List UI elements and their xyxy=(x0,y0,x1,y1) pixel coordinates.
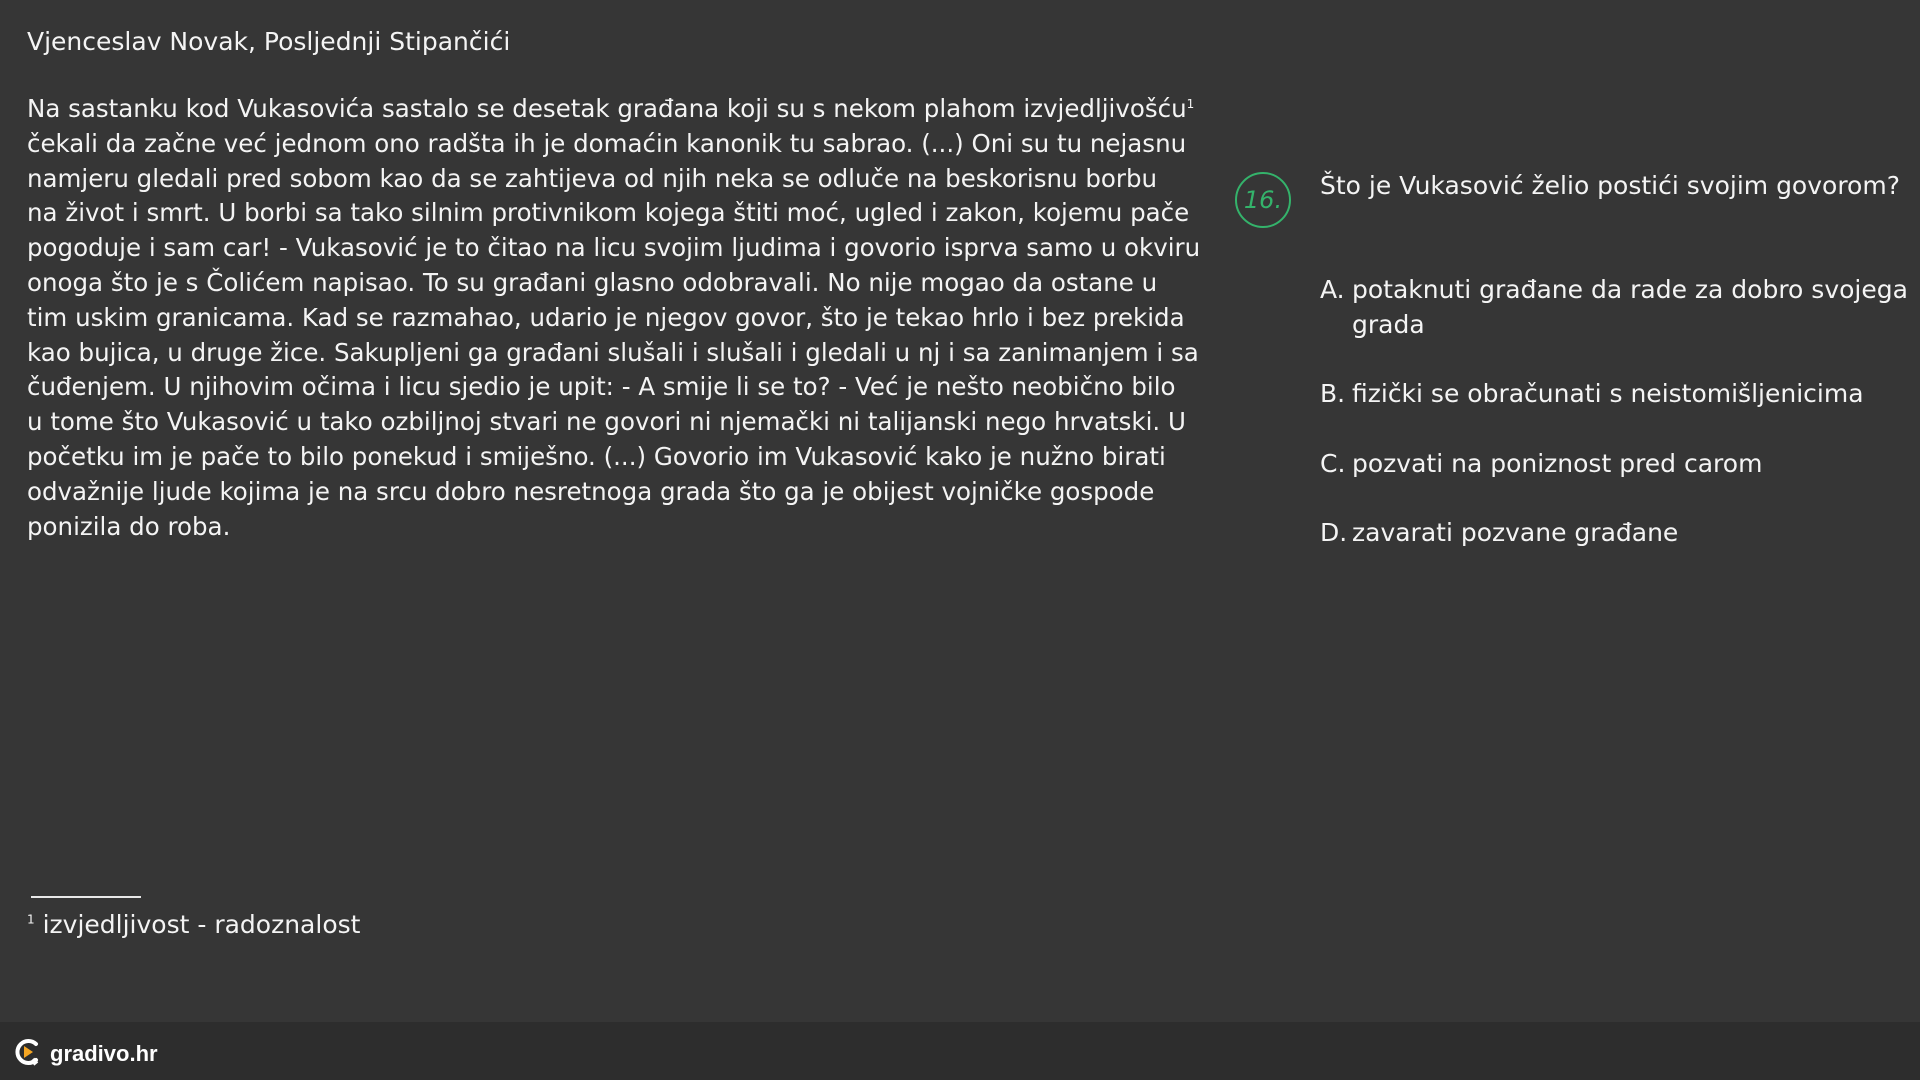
answer-option-b[interactable] xyxy=(1320,376,1912,411)
passage-line: namjeru gledali pred sobom kao da se zahtijeva od njih neka se odluče na beskorisnu borbu xyxy=(27,163,1158,193)
brand-logo[interactable] xyxy=(14,1037,158,1071)
option-letter: A. xyxy=(1320,275,1345,304)
passage-line: odvažnije ljude kojima je na srcu dobro nesretnoga grada što ga je obijest vojničke gospode xyxy=(27,476,1155,506)
passage-text xyxy=(27,92,1201,544)
footnote-marker: 1 xyxy=(27,912,35,927)
passage-line: čekali da začne već jednom ono radšta ih je domaćin kanonik tu sabrao. (...) Oni su tu nejasnu xyxy=(27,128,1187,158)
footnote-reference: 1 xyxy=(1186,96,1195,111)
answer-option-d[interactable] xyxy=(1320,515,1912,550)
passage-line: kao bujica, u druge žice. Sakupljeni ga građani slušali i slušali i gledali u nj i sa zanimanjem i sa xyxy=(27,337,1199,367)
option-text: zavarati pozvane građane xyxy=(1352,518,1679,547)
passage-line: tim uskim granicama. Kad se razmahao, udario je njegov govor, što je tekao hrlo i bez prekida xyxy=(27,302,1185,332)
source-title: Vjenceslav Novak, Posljednji Stipančići xyxy=(27,27,511,56)
passage-line: u tome što Vukasović u tako ozbiljnoj stvari ne govori ni njemački ni talijanski nego hrvatski. U xyxy=(27,407,1186,437)
bottom-bar xyxy=(0,1022,1920,1080)
footnote-divider xyxy=(31,896,141,898)
footnote-text: izvjedljivost - radoznalost xyxy=(42,910,361,939)
passage-line: početku im je pače to bilo ponekud i smiješno. (...) Govorio im Vukasović kako je nužno birati xyxy=(27,441,1166,471)
gradivo-logo-icon xyxy=(14,1037,42,1071)
option-text: pozvati na poniznost pred carom xyxy=(1352,449,1763,478)
passage-line: onoga što je s Čolićem napisao. To su građani glasno odobravali. No nije mogao da ostane u xyxy=(27,267,1158,297)
passage-line: Na sastanku kod Vukasovića sastalo se desetak građana koji su s nekom plahom izvjedljivošću$^1$ xyxy=(27,94,1195,123)
option-text: potaknuti građane da rade za dobro svojega grada xyxy=(1352,275,1908,339)
option-letter: C. xyxy=(1320,449,1346,478)
passage-line: ponizila do roba. xyxy=(27,511,231,541)
question-number-badge: 16. xyxy=(1235,172,1291,228)
brand-name: gradivo.hr xyxy=(50,1041,158,1066)
answer-option-a[interactable] xyxy=(1320,272,1912,342)
footnote xyxy=(27,905,360,945)
answer-option-c[interactable] xyxy=(1320,446,1912,481)
passage-line: na život i smrt. U borbi sa tako silnim protivnikom kojega štiti moć, ugled i zakon, kojemu pače xyxy=(27,198,1190,228)
option-text: fizički se obračunati s neistomišljenicima xyxy=(1352,379,1864,408)
option-letter: B. xyxy=(1320,379,1346,408)
option-letter: D. xyxy=(1320,518,1348,547)
question-text: Što je Vukasović želio postići svojim govorom? xyxy=(1320,171,1900,200)
passage-line: pogoduje i sam car! - Vukasović je to čitao na licu svojim ljudima i govorio isprva samo u okviru xyxy=(27,233,1201,263)
passage-line: čuđenjem. U njihovim očima i licu sjedio je upit: - A smije li se to? - Već je nešto neobično bilo xyxy=(27,372,1176,402)
